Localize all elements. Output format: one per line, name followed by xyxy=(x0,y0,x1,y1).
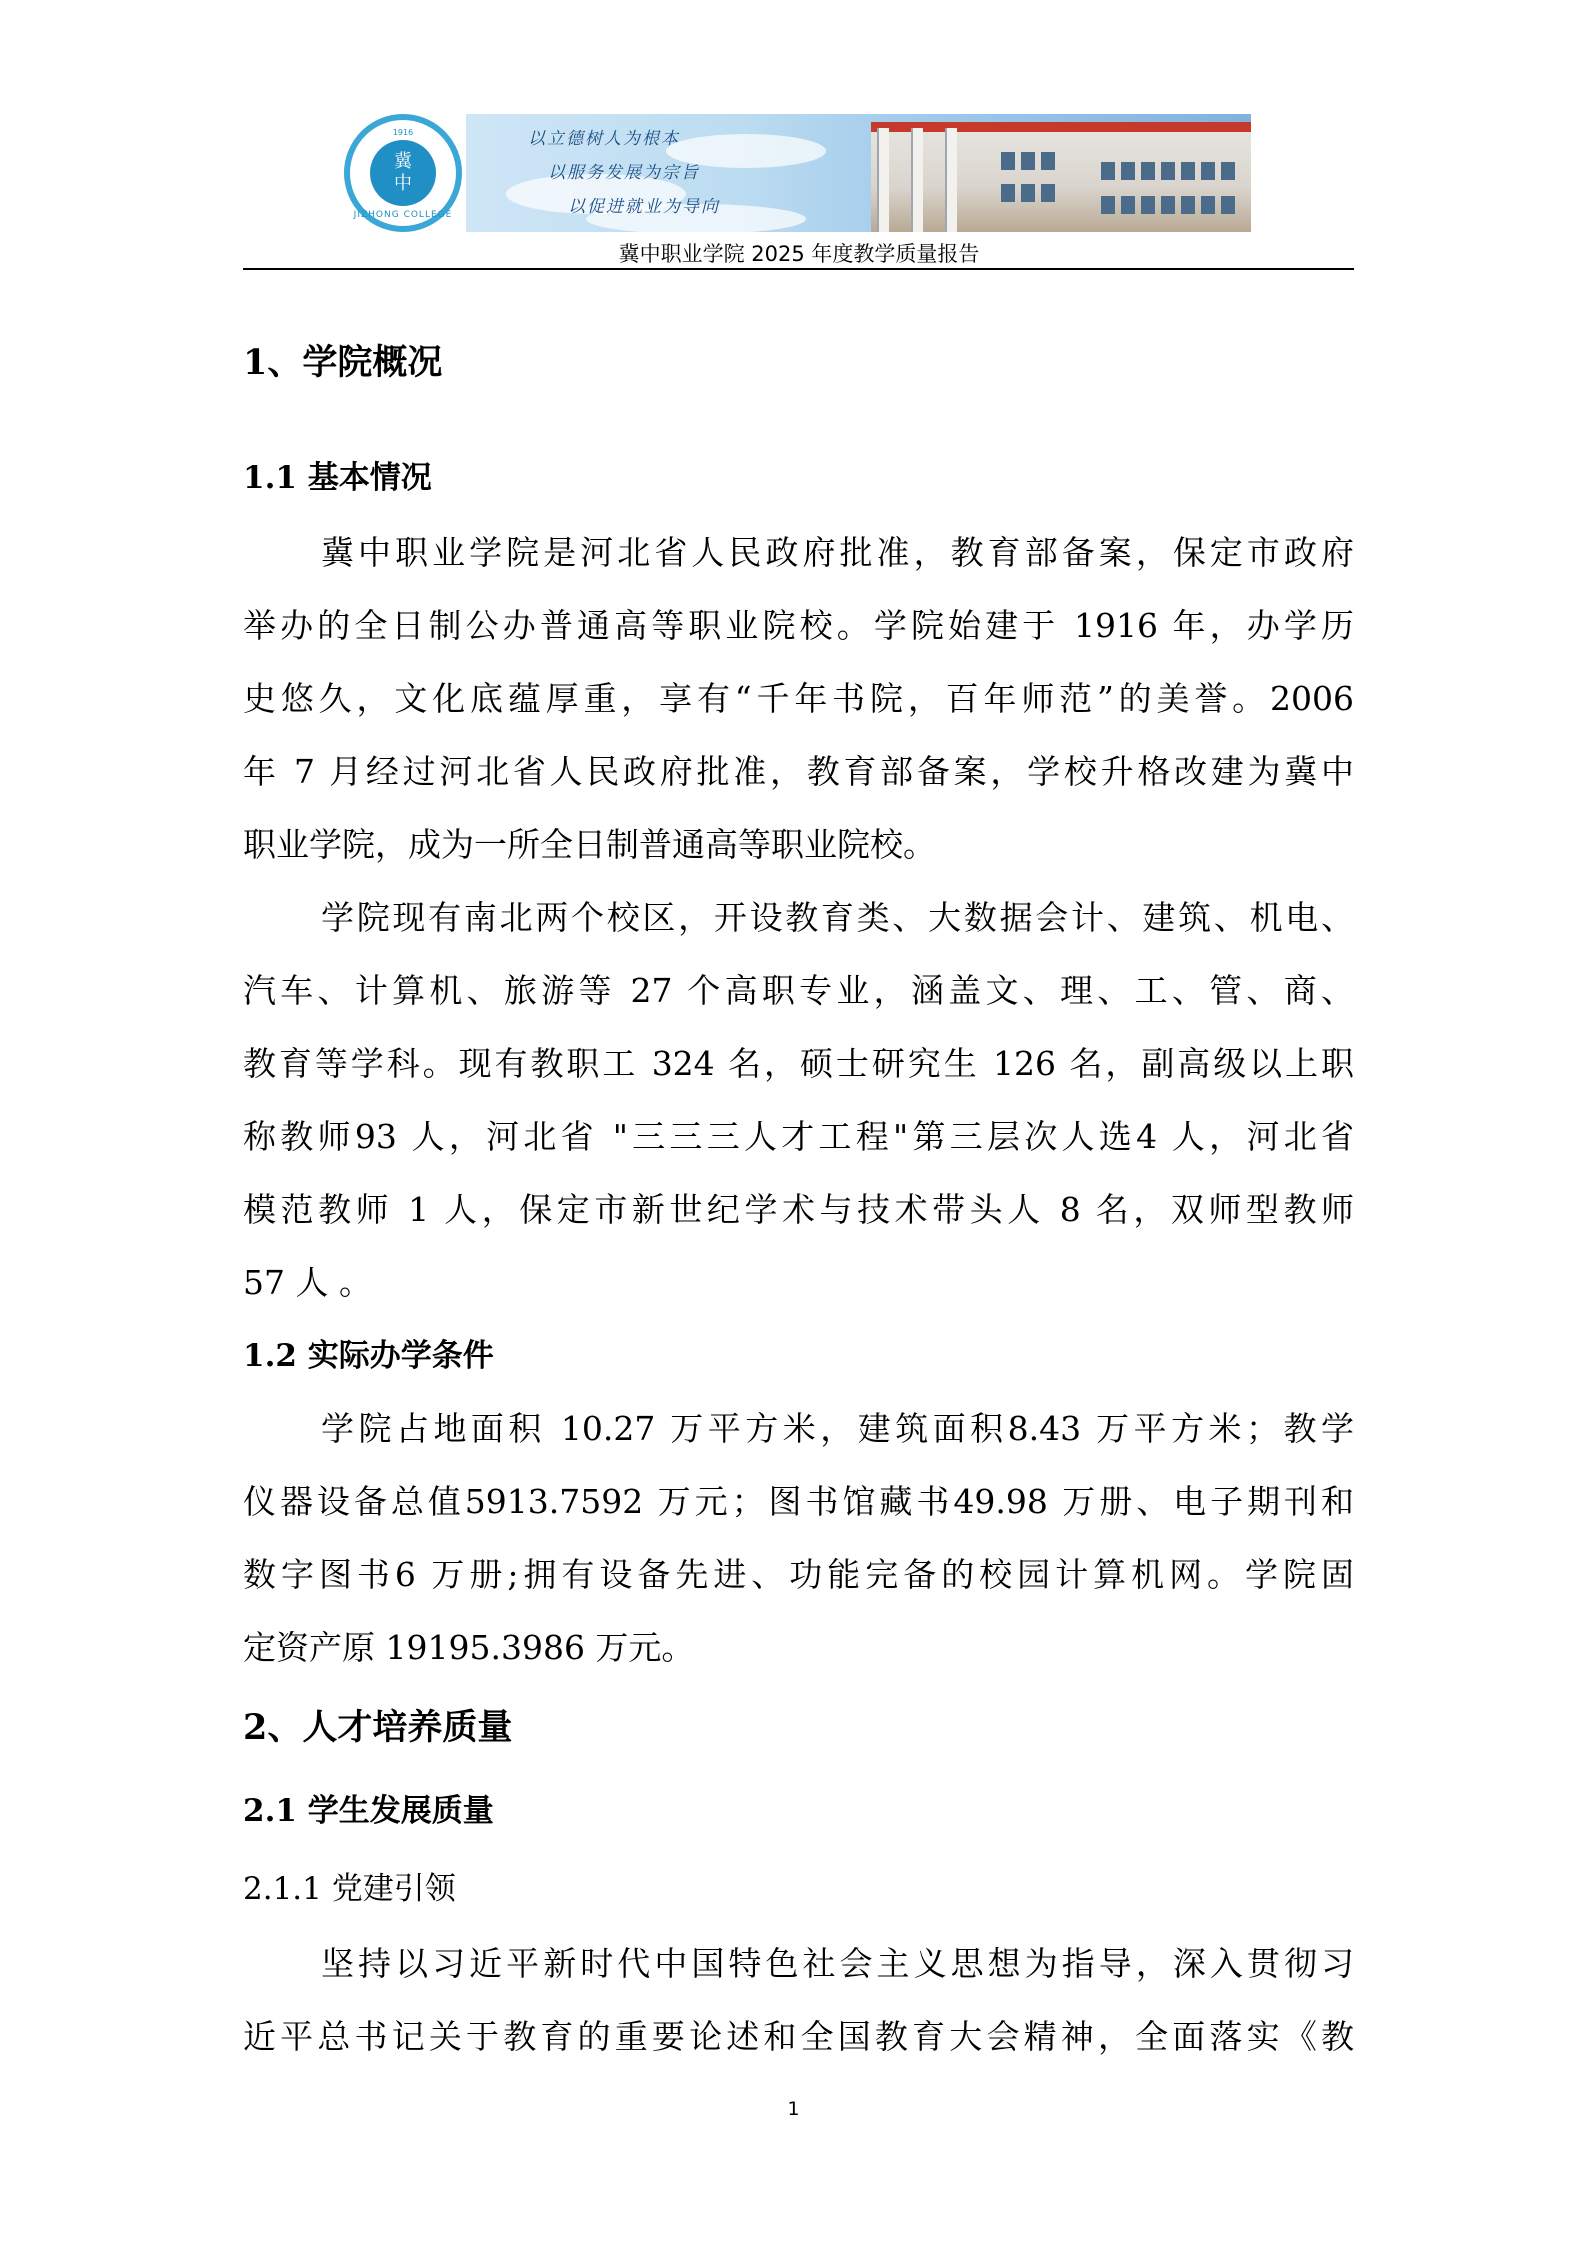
logo-char-2: 中 xyxy=(394,173,412,194)
motto-1: 以立德树人为根本 xyxy=(528,129,680,149)
section-2-1-1-heading: 2.1.1 党建引领 xyxy=(243,1871,456,1907)
paragraph-line: 定资产原 19195.3986 万元。 xyxy=(243,1628,695,1667)
paragraph-line: 坚持以习近平新时代中国特色社会主义思想为指导，深入贯彻习 xyxy=(321,1944,1354,1983)
paragraph-line: 学院占地面积 10.27 万平方米，建筑面积8.43 万平方米；教学 xyxy=(321,1409,1354,1448)
motto-3: 以促进就业为导向 xyxy=(568,197,720,217)
college-logo xyxy=(344,114,462,232)
paragraph-line: 称教师93 人，河北省 "三三三人才工程"第三层次人选4 人，河北省 xyxy=(243,1117,1354,1156)
paragraph-line: 模范教师 1 人，保定市新世纪学术与技术带头人 8 名，双师型教师 xyxy=(243,1190,1354,1229)
header-caption: 冀中职业学院 2025 年度教学质量报告 xyxy=(618,242,980,266)
page-number: 1 xyxy=(787,2098,800,2120)
paragraph-line: 教育等学科。现有教职工 324 名，硕士研究生 126 名，副高级以上职 xyxy=(243,1044,1354,1083)
section-1-2-heading: 1.2 实际办学条件 xyxy=(243,1338,494,1374)
paragraph-line: 史悠久，文化底蕴厚重，享有“千年书院，百年师范”的美誉。2006 xyxy=(243,679,1354,718)
motto-2: 以服务发展为宗旨 xyxy=(548,163,700,183)
logo-ring-text: JIZHONG COLLEGE xyxy=(353,210,453,220)
paragraph-line: 年 7 月经过河北省人民政府批准，教育部备案，学校升格改建为冀中 xyxy=(243,752,1354,791)
logo-char-1: 冀 xyxy=(394,151,412,172)
paragraph-line: 数字图书6 万册;拥有设备先进、功能完备的校园计算机网。学院固 xyxy=(243,1555,1354,1594)
paragraph-line: 汽车、计算机、旅游等 27 个高职专业，涵盖文、理、工、管、商、 xyxy=(243,971,1354,1010)
paragraph-line: 冀中职业学院是河北省人民政府批准，教育部备案，保定市政府 xyxy=(321,533,1354,572)
section-1-1-heading: 1.1 基本情况 xyxy=(243,460,432,496)
section-1-heading: 1、学院概况 xyxy=(243,342,443,383)
logo-year: 1916 xyxy=(392,128,414,137)
paragraph-line: 职业学院，成为一所全日制普通高等职业院校。 xyxy=(243,825,936,864)
logo-emblem xyxy=(370,140,436,206)
header-banner-image xyxy=(466,114,1251,232)
section-2-heading: 2、人才培养质量 xyxy=(243,1707,513,1748)
paragraph-line: 仪器设备总值5913.7592 万元；图书馆藏书49.98 万册、电子期刊和 xyxy=(243,1482,1354,1521)
header-divider xyxy=(243,268,1354,270)
paragraph-line: 近平总书记关于教育的重要论述和全国教育大会精神，全面落实《教 xyxy=(243,2017,1354,2056)
section-2-1-heading: 2.1 学生发展质量 xyxy=(243,1793,494,1829)
paragraph-line: 学院现有南北两个校区，开设教育类、大数据会计、建筑、机电、 xyxy=(321,898,1354,937)
paragraph-line: 举办的全日制公办普通高等职业院校。学院始建于 1916 年，办学历 xyxy=(243,606,1354,645)
report-header xyxy=(344,112,1254,236)
building-photo xyxy=(871,122,1251,232)
paragraph-line: 57 人 。 xyxy=(243,1263,372,1302)
